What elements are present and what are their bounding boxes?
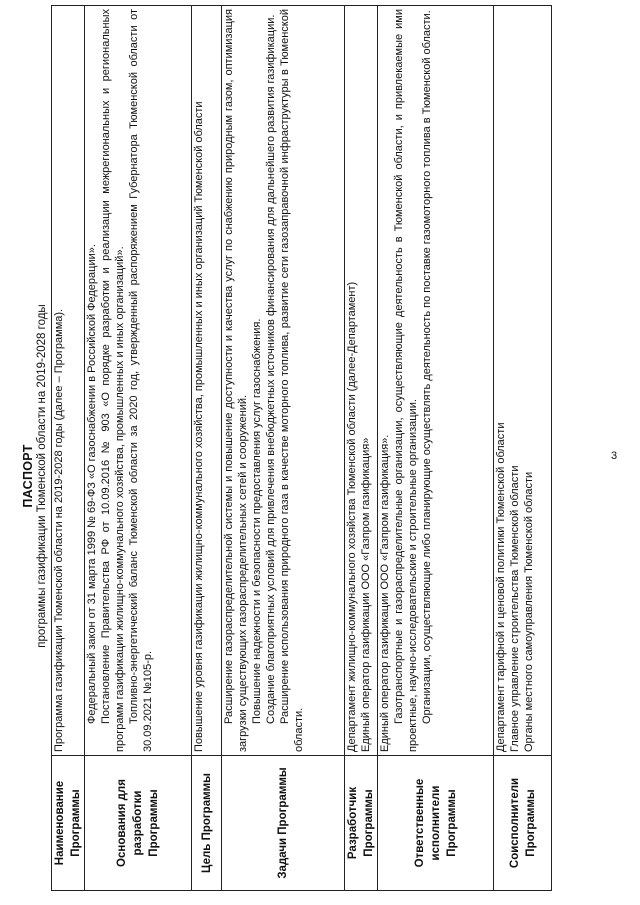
paragraph: Федеральный закон от 31 марта 1999 № 69-ФЗ «О газоснабжении в Российской Федерации». <box>86 244 98 724</box>
row-label: Соисполнители Программы <box>494 756 552 891</box>
paragraph: Расширение газораспределительной системы и повышение доступности и качества услуг по снабжению природным газом, оптимизация загрузки существующих газораспределительных сетей и сооружений. <box>223 9 249 752</box>
paragraph: Топливно-энергетический баланс Тюменской области за 2020 год, утвержденный распоряжением Губернатора Тюменской области от 30.09.2021 №105-р. <box>128 9 154 752</box>
table-row <box>222 6 345 891</box>
paragraph: Единый оператор газификации ООО «Газпром газификация». <box>379 434 391 752</box>
table-row <box>378 6 494 891</box>
row-content <box>192 6 222 756</box>
row-label: Наименование Программы <box>52 756 85 891</box>
paragraph: Департамент жилищно-коммунального хозяйства Тюменской области (далее-Департамент) <box>346 281 358 752</box>
table-row <box>85 6 192 891</box>
paragraph: Повышение уровня газификации жилищно-коммунального хозяйства, промышленных и иных организаций Тюменской области <box>193 101 205 752</box>
paragraph: Повышение надежности и безопасности предоставления услуг газоснабжения. <box>251 318 263 724</box>
row-content <box>222 6 345 756</box>
paragraph: Газотранспортные и газораспределительные организации, осуществляющие деятельность в Тюменской области, и привлекаемые ими проектные, научно-исследовательские и строительные организации. <box>393 9 419 752</box>
paragraph: Постановление Правительства РФ от 10.09.2016 № 903 «О порядке разработки и реализации межрегиональных и региональных программ газификации жилищно-коммунального хозяйства, промышленных и иных организаций». <box>100 9 126 752</box>
paragraph: Департамент тарифной и ценовой политики Тюменской области <box>495 422 507 752</box>
table-row <box>52 6 85 891</box>
paragraph: Организации, осуществляющие либо планирующие осуществлять деятельность по поставке газомоторного топлива в Тюменской области. <box>421 10 433 724</box>
paragraph: Создание благоприятных условий для привлечения внебюджетных источников финансирования для дальнейшего развития газификации. <box>265 14 277 724</box>
document-title: ПАСПОРТ <box>21 444 35 508</box>
paragraph: Главное управление строительства Тюменской области <box>509 465 521 752</box>
row-label: Основания для разработки Программы <box>85 756 192 891</box>
table-row <box>345 6 378 891</box>
paragraph: Единый оператор газификации ООО «Газпром газификация» <box>360 437 372 752</box>
row-label: Задачи Программы <box>222 756 345 891</box>
row-content <box>345 6 378 756</box>
row-label: Ответственные исполнители Программы <box>378 756 494 891</box>
document-subtitle: программы газификации Тюменской области на 2019-2028 годы <box>36 304 48 648</box>
row-content <box>52 6 85 756</box>
passport-table <box>51 5 552 891</box>
row-label: Цель Программы <box>192 756 222 891</box>
row-label: Разработчик Программы <box>345 756 378 891</box>
row-content <box>378 6 494 756</box>
paragraph: Органы местного самоуправления Тюменской области <box>523 471 535 752</box>
paragraph: Расширение использования природного газа в качестве моторного топлива, развитие сети газозаправочной инфраструктуры в Тюменской области. <box>279 9 305 752</box>
paragraph: Программа газификации Тюменской области на 2019-2028 годы (далее – Программа). <box>53 308 65 752</box>
table-row <box>494 6 552 891</box>
row-content <box>494 6 552 756</box>
table-row <box>192 6 222 891</box>
row-content <box>85 6 192 756</box>
page-number: 3 <box>610 449 618 462</box>
